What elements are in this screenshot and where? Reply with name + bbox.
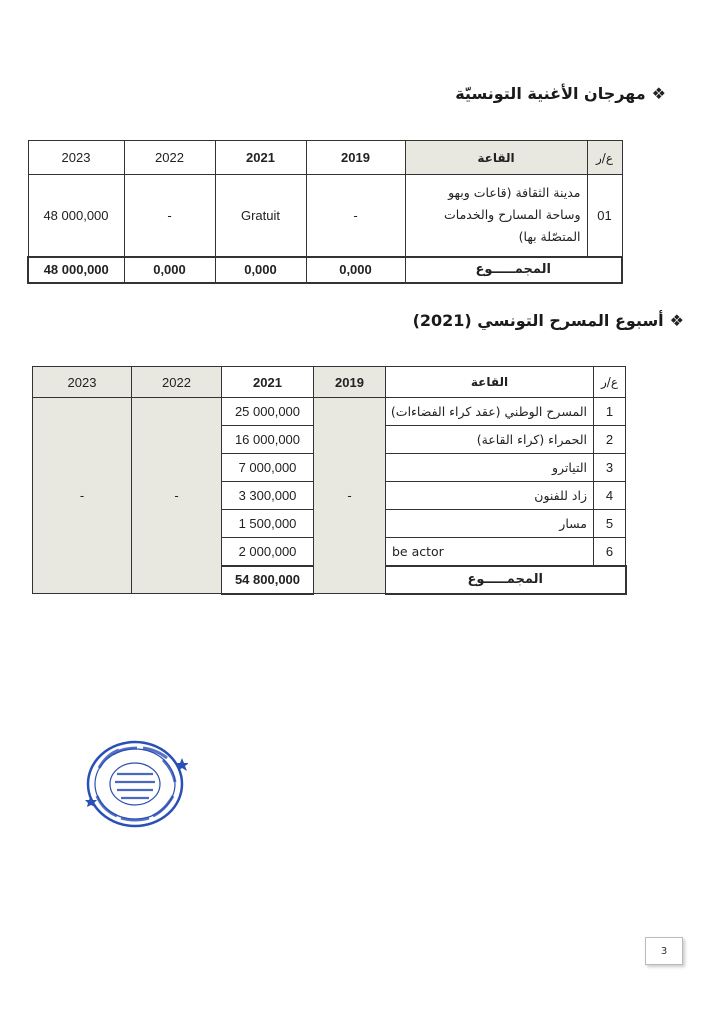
cell-2021: 3 300,000: [222, 482, 314, 510]
cell-2021: 16 000,000: [222, 426, 314, 454]
section2-title: أسبوع المسرح التونسي (2021): [412, 311, 664, 330]
header-2019: 2019: [314, 367, 386, 398]
merged-2022: -: [132, 398, 222, 594]
cell-2022: -: [124, 175, 215, 257]
cell-venue: مسار: [386, 510, 594, 538]
cell-2021: Gratuit: [215, 175, 306, 257]
diamond-bullet-icon: ❖: [669, 311, 684, 330]
page-number: 3: [645, 937, 683, 965]
section1-heading: [455, 84, 666, 103]
section2-heading: [413, 311, 684, 330]
cell-venue: التياترو: [386, 454, 594, 482]
total-2022: 0,000: [124, 257, 215, 283]
cell-2023: 48 000,000: [28, 175, 124, 257]
cell-num: 6: [594, 538, 626, 566]
merged-2019: -: [314, 398, 386, 594]
cell-venue: [405, 175, 587, 257]
total-2023: 48 000,000: [28, 257, 124, 283]
header-2022: 2022: [124, 141, 215, 175]
header-num: ع/ر: [594, 367, 626, 398]
cell-venue: زاد للفنون: [386, 482, 594, 510]
venue-line: المتصّلة بها): [518, 229, 581, 245]
theatre-week-table: [32, 366, 627, 595]
total-2021: 54 800,000: [222, 566, 314, 594]
cell-2021: 25 000,000: [222, 398, 314, 426]
cell-venue: المسرح الوطني (عقد كراء الفضاءات): [386, 398, 594, 426]
total-2021: 0,000: [215, 257, 306, 283]
header-2023: 2023: [33, 367, 132, 398]
official-stamp-icon: [83, 738, 188, 830]
cell-num: 01: [587, 175, 622, 257]
cell-num: 2: [594, 426, 626, 454]
header-venue: القاعة: [386, 367, 594, 398]
total-2019: 0,000: [306, 257, 405, 283]
header-num: ع/ر: [587, 141, 622, 175]
cell-num: 1: [594, 398, 626, 426]
cell-2021: 1 500,000: [222, 510, 314, 538]
header-2022: 2022: [132, 367, 222, 398]
cell-2019: -: [306, 175, 405, 257]
header-2023: 2023: [28, 141, 124, 175]
festival-table: [27, 140, 623, 284]
total-row: [28, 257, 622, 283]
total-label: المجمـــــوع: [405, 257, 622, 283]
venue-line: مدينة الثقافة (قاعات وبهو: [448, 185, 581, 201]
merged-2023: -: [33, 398, 132, 594]
cell-num: 3: [594, 454, 626, 482]
section1-title: مهرجان الأغنية التونسيّة: [455, 84, 646, 103]
header-2019: 2019: [306, 141, 405, 175]
cell-num: 4: [594, 482, 626, 510]
cell-2021: 2 000,000: [222, 538, 314, 566]
cell-venue: الحمراء (كراء القاعة): [386, 426, 594, 454]
header-2021: 2021: [215, 141, 306, 175]
header-2021: 2021: [222, 367, 314, 398]
header-venue: القاعة: [405, 141, 587, 175]
venue-line: وساحة المسارح والخدمات: [444, 207, 581, 223]
cell-venue: be actor: [386, 538, 594, 566]
table-row: [33, 398, 626, 426]
total-label: المجمـــــوع: [386, 566, 626, 594]
cell-2021: 7 000,000: [222, 454, 314, 482]
table-row: [28, 175, 622, 257]
diamond-bullet-icon: ❖: [651, 84, 666, 103]
cell-num: 5: [594, 510, 626, 538]
